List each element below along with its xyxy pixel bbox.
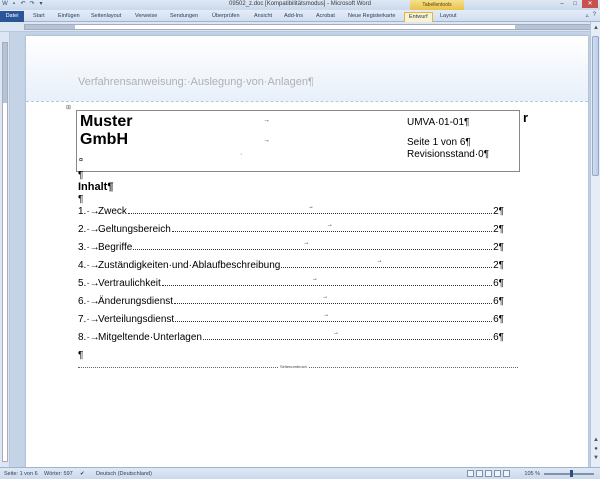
window-controls (556, 0, 598, 8)
undo-icon[interactable]: ↶ (20, 1, 26, 7)
empty-paragraph: ¶ (78, 350, 84, 361)
word-logo-icon[interactable]: W (2, 1, 8, 7)
empty-paragraph: ¶ (78, 194, 84, 205)
prev-page-icon[interactable]: ▲ (593, 437, 599, 443)
tab-file[interactable]: Datei (0, 11, 24, 22)
zoom-level[interactable]: 105 % (524, 471, 540, 477)
vertical-scrollbar[interactable] (590, 22, 600, 467)
web-layout-view-icon[interactable] (485, 470, 492, 477)
tab-acrobat[interactable]: Acrobat (316, 13, 335, 19)
toc-entry[interactable]: 7.·→ Verteilungsdienst → 6¶ (78, 312, 504, 325)
draft-view-icon[interactable] (503, 470, 510, 477)
ribbon-tabs (0, 10, 600, 22)
tab-insert[interactable]: Einfügen (58, 13, 80, 19)
save-icon[interactable]: ▪ (12, 1, 16, 7)
tab-addins[interactable]: Add-Ins (284, 13, 303, 19)
page-info: Seite 1 von 6¶ Revisionsstand·0¶ (407, 137, 490, 160)
table-move-handle-icon[interactable]: ⊞ (66, 105, 72, 111)
document-id: UMVA·01-01¶ (407, 117, 470, 128)
tab-layout[interactable]: Layout (440, 13, 457, 19)
tab-references[interactable]: Verweise (135, 13, 158, 19)
tab-page-layout[interactable]: Seitenlayout (91, 13, 122, 19)
ribbon-right-controls (586, 12, 596, 19)
end-of-row-icon: ¤ (79, 157, 83, 164)
tab-arrow-icon: → (263, 117, 270, 124)
browse-object-icon[interactable]: ● (594, 446, 598, 452)
toc-entry[interactable]: 8.·→ Mitgeltende·Unterlagen → 6¶ (78, 330, 504, 343)
ruler-strip (24, 24, 592, 30)
document-page[interactable] (26, 36, 588, 467)
help-icon[interactable]: ? (592, 12, 596, 18)
empty-paragraph: ¶ (78, 170, 84, 181)
tab-start[interactable]: Start (33, 13, 45, 19)
full-screen-view-icon[interactable] (476, 470, 483, 477)
status-page[interactable]: Seite: 1 von 6 (4, 471, 38, 477)
maximize-icon[interactable]: □ (573, 1, 577, 7)
scroll-up-icon[interactable]: ▲ (593, 25, 599, 31)
tab-arrow-icon: → (263, 137, 270, 144)
header-title: Verfahrensanweisung:·Auslegung·von·Anlagen¶ (78, 76, 314, 88)
close-icon[interactable]: ✕ (582, 0, 598, 8)
company-name: Muster GmbH (80, 113, 133, 148)
next-page-icon[interactable]: ▼ (593, 455, 599, 461)
status-words[interactable]: Wörter: 597 (44, 471, 73, 477)
table-tools-context-title: Tabellentools (410, 0, 464, 10)
page-header-area[interactable] (26, 36, 588, 102)
window-title: 09502_z.doc [Kompatibilitätsmodus] - Microsoft Word (229, 1, 371, 7)
zoom-slider[interactable] (544, 473, 594, 475)
toc-entry[interactable]: 2.·→ Geltungsbereich → 2¶ (78, 222, 504, 235)
print-layout-view-icon[interactable] (467, 470, 474, 477)
vertical-ruler[interactable] (0, 32, 10, 467)
ruler-left-margin (25, 25, 75, 29)
tab-mailings[interactable]: Sendungen (170, 13, 199, 19)
tab-view[interactable]: Ansicht (254, 13, 273, 19)
minimize-icon[interactable]: – (560, 1, 564, 7)
ruler-right-margin (515, 25, 591, 29)
outline-view-icon[interactable] (494, 470, 501, 477)
title-bar (0, 0, 600, 10)
minimize-ribbon-icon[interactable]: ▵ (585, 13, 589, 19)
header-table[interactable] (76, 110, 520, 172)
zoom-slider-knob[interactable] (570, 470, 573, 477)
page-break (78, 364, 518, 373)
toc-heading: Inhalt¶ (78, 181, 114, 193)
toc-entry[interactable]: 6.·→ Änderungsdienst → 6¶ (78, 294, 504, 307)
status-bar (0, 467, 600, 479)
redo-icon[interactable]: ↷ (29, 1, 35, 7)
toc-entry[interactable]: 4.·→ Zuständigkeiten·und·Ablaufbeschreibung → 2¶ (78, 258, 504, 271)
vertical-ruler-top-margin (3, 43, 7, 103)
toc-entry[interactable]: 1.·→ Zweck → 2¶ (78, 204, 504, 217)
table-resize-mark-icon: r (523, 110, 529, 125)
vertical-ruler-strip (2, 42, 8, 462)
end-of-cell-icon: · (240, 151, 243, 158)
toc-entry[interactable]: 3.·→ Begriffe → 2¶ (78, 240, 504, 253)
tab-new-tab[interactable]: Neue Registerkarte (348, 13, 396, 19)
scroll-thumb[interactable] (592, 36, 599, 176)
tab-design[interactable]: Entwurf (404, 12, 433, 22)
toc-entry[interactable]: 5.·→ Vertraulichkeit → 6¶ (78, 276, 504, 289)
spelling-check-icon[interactable]: ✔ (80, 471, 85, 477)
page-break-label: Seitenumbruch (280, 364, 307, 369)
view-buttons (467, 470, 510, 477)
customize-qat-icon[interactable]: ▾ (39, 1, 43, 7)
tab-review[interactable]: Überprüfen (212, 13, 240, 19)
status-language[interactable]: Deutsch (Deutschland) (96, 471, 152, 477)
horizontal-ruler[interactable] (0, 22, 600, 32)
